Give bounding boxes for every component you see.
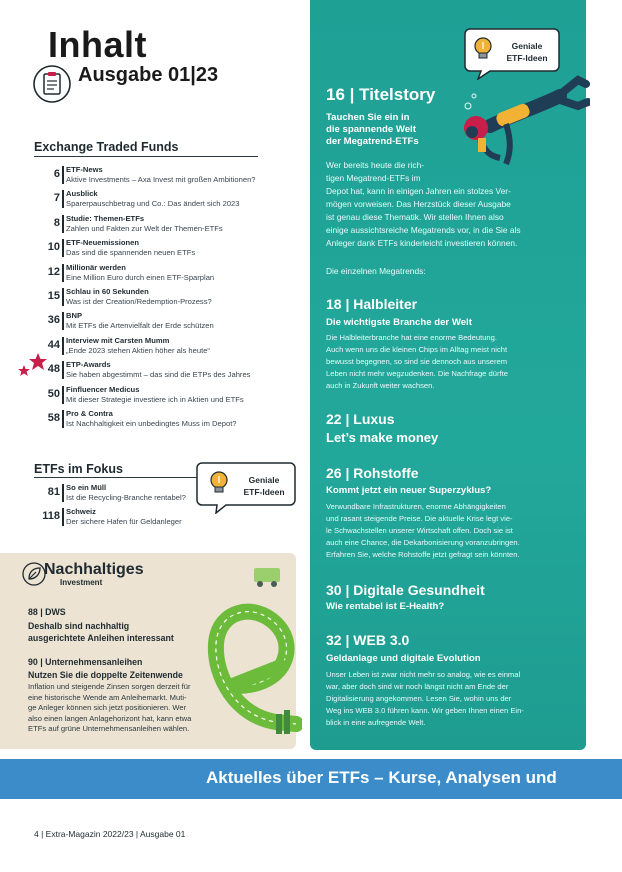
toc-title: Ausblick [66, 189, 98, 199]
toc-page-number: 12 [47, 265, 60, 278]
story-30-sub: Wie rentabel ist E-Health? [326, 601, 445, 612]
toc-subtitle: Mit dieser Strategie investiere ich in Aktien und ETFs [66, 394, 244, 404]
toc-item[interactable] [20, 384, 310, 406]
toc-page-number: 48 [47, 363, 60, 376]
toc-title: Interview mit Carsten Mumm [66, 335, 170, 345]
toc-page-number: 81 [47, 486, 60, 498]
toc-separator [62, 361, 64, 379]
story-16-sub1: Tauchen Sie ein in [326, 112, 410, 123]
toc-title: BNP [66, 311, 83, 321]
toc-subtitle: Der sichere Hafen für Geldanleger [66, 517, 182, 526]
story-26-heading[interactable]: 26 | Rohstoffe [326, 465, 419, 481]
story-32-heading[interactable]: 32 | WEB 3.0 [326, 632, 410, 648]
toc-item[interactable] [20, 286, 310, 308]
toc-item[interactable] [20, 213, 310, 235]
story-30-heading[interactable]: 30 | Digitale Gesundheit [326, 582, 485, 598]
toc-item[interactable] [20, 335, 310, 357]
story-18-heading[interactable]: 18 | Halbleiter [326, 296, 418, 312]
toc-title: Schweiz [66, 507, 96, 516]
story-16-heading[interactable]: 16 | Titelstory [326, 85, 436, 104]
toc-title: Studie: Themen-ETFs [66, 213, 145, 223]
toc-item[interactable] [20, 310, 310, 332]
toc-separator [62, 337, 64, 355]
toc-separator [62, 264, 64, 282]
toc-page-number: 15 [47, 290, 60, 302]
toc-subtitle: Sparerpauschbetrag und Co.: Das ändert sich 2023 [66, 199, 240, 209]
story-22-sub: Let’s make money [326, 430, 439, 445]
toc-separator [62, 312, 64, 330]
story-16-text: Wer bereits heute die rich- tigen Megatrend-ETFs im Depot hat, kann in einigen Jahren ein stolzes Ver- mögen vorweisen. Das Herzstück dieser Ausgabe ist genau diese Thematik. Wir stellen Ihnen also einige aussichtsreiche Megatrends vor, in die Sie als Anleger dank ETFs kinderleicht investieren können. [326, 160, 521, 248]
toc-item[interactable] [20, 408, 310, 430]
toc-subtitle: Was ist der Creation/Redemption-Prozess? [66, 297, 212, 306]
issue-label: Ausgabe 01|23 [78, 64, 219, 86]
story-32-sub: Geldanlage und digitale Evolution [326, 653, 481, 664]
bubble-line1: Geniale [248, 475, 280, 485]
bubble-line1: Geniale [511, 41, 543, 51]
toc-title: ETF-Neuemissionen [66, 238, 139, 248]
section-heading-etf: Exchange Traded Funds [34, 140, 179, 154]
green-road-illustration [206, 566, 302, 750]
lightbulb-icon [472, 36, 494, 67]
story-18-sub: Die wichtigste Branche der Welt [326, 317, 472, 328]
nach-b-text: Inflation und steigende Zinsen sorgen derzeit für eine historische Wende am Anleihemarkt. Muti- ge Anleger können sich jetzt positionieren. Wer also einen langen Anlagehorizont hat, kann etwa ETFs auf grüne Unternehmensanleihen wählen. [28, 682, 192, 734]
toc-subtitle: Mit ETFs die Artenvielfalt der Erde schützen [66, 321, 214, 331]
nach-a-num: 88 | DWS [28, 607, 66, 617]
toc-separator [62, 410, 64, 428]
toc-separator [62, 484, 64, 502]
toc-separator [62, 166, 64, 184]
toc-subtitle: „Ende 2023 stehen Aktien höher als heute“ [66, 345, 210, 355]
sustainable-subtitle: Investment [60, 578, 103, 587]
toc-item[interactable] [20, 262, 310, 284]
story-18-text: Die Halbleiterbranche hat eine enorme Bedeutung. Auch wenn uns die kleinen Chips im Alltag meist nicht bewusst begegnen, so sind sie dennoch aus unserem Leben nicht mehr wegzudenken. Die Nachfrage dürfte auch in Zukunft weiter wachsen. [326, 333, 508, 390]
toc-page-number: 10 [47, 241, 60, 254]
toc-page-number: 7 [53, 192, 60, 205]
bubble-line2: ETF-Ideen [506, 53, 548, 63]
toc-separator [62, 508, 64, 526]
toc-page-number: 8 [53, 216, 60, 229]
toc-page-number: 118 [42, 510, 60, 522]
toc-item[interactable] [20, 359, 310, 381]
divider [34, 156, 258, 157]
toc-separator [62, 386, 64, 404]
story-26-text: Verwundbare Infrastrukturen, enorme Abhängigkeiten und rasant steigende Preise. Die aktuelle Krise legt vie- le Schwachstellen unserer Wirtschaft offen. Doch sie ist auch eine Chance, die Dekarbonisierung voranzubringen. Erfahren Sie, welche Rohstoffe jetzt gefragt sein könnten. [326, 502, 520, 559]
toc-subtitle: Sie haben abgestimmt – das sind die ETPs des Jahres [66, 370, 251, 380]
story-16-sub3: der Megatrend-ETFs [326, 136, 419, 147]
leaf-icon [22, 562, 46, 591]
toc-page-number: 58 [47, 412, 60, 424]
nach-b-num: 90 | Unternehmensanleihen [28, 657, 143, 667]
section-heading-fokus: ETFs im Fokus [34, 462, 123, 476]
toc-list [20, 164, 310, 434]
toc-title: Millionär werden [66, 262, 126, 272]
toc-subtitle: Zahlen und Fakten zur Welt der Themen-ETFs [66, 223, 223, 233]
toc-title: Pro & Contra [66, 409, 113, 418]
toc-title: Schlau in 60 Sekunden [66, 287, 149, 296]
toc-subtitle: Eine Million Euro durch einen ETF-Sparplan [66, 272, 215, 282]
megatrends-label: Die einzelnen Megatrends: [326, 266, 426, 276]
toc-title: ETP-Awards [66, 360, 111, 370]
toc-page-number: 44 [47, 338, 60, 351]
toc-separator [62, 239, 64, 257]
page-footer: 4 | Extra-Magazin 2022/23 | Ausgabe 01 [34, 829, 186, 839]
etf-ideas-bubble [196, 462, 296, 514]
toc-title: So ein Müll [66, 483, 107, 492]
toc-page-number: 50 [47, 387, 60, 400]
toc-separator [62, 288, 64, 306]
toc-page-number: 36 [47, 314, 60, 327]
story-26-sub: Kommt jetzt ein neuer Superzyklus? [326, 485, 492, 496]
toc-separator [62, 215, 64, 233]
toc-subtitle: Das sind die spannenden neuen ETFs [66, 248, 196, 258]
sustainable-title: Nachhaltiges [44, 561, 144, 578]
story-32-text: Unser Leben ist zwar nicht mehr so analog, wie es einmal war, aber doch sind wir noch längst nicht am Ende der Digitalisierung angekommen. Lesen Sie, wohin uns der Weg ins WEB 3.0 führen kann. Wir geben Ihnen einen Ein- blick in eine aufregende Welt. [326, 670, 524, 727]
toc-item[interactable] [20, 188, 310, 210]
page-title: Inhalt [48, 24, 147, 65]
toc-separator [62, 190, 64, 208]
toc-page-number: 6 [53, 168, 60, 180]
toc-item[interactable] [20, 237, 310, 259]
toc-title: Finfluencer Medicus [66, 384, 140, 394]
award-stars-icon [18, 353, 48, 379]
bubble-line2: ETF-Ideen [243, 487, 285, 497]
lightbulb-icon [208, 470, 230, 501]
clipboard-icon [32, 64, 72, 104]
toc-subtitle: Aktive Investments – Axa Invest mit großen Ambitionen? [66, 175, 256, 184]
banner-text: Aktuelles über ETFs – Kurse, Analysen und [206, 768, 557, 787]
nach-b-l1: Nutzen Sie die doppelte Zeitenwende [28, 670, 183, 680]
nach-a-l2: ausgerichtete Anleihen interessant [28, 633, 174, 643]
toc-subtitle: Ist Nachhaltigkeit ein unbedingtes Muss im Depot? [66, 419, 237, 428]
toc-item[interactable] [20, 164, 310, 186]
story-16-sub2: die spannende Welt [326, 124, 416, 135]
toc-title: ETF-News [66, 165, 103, 174]
story-22-heading[interactable]: 22 | Luxus [326, 411, 395, 427]
nach-a-l1: Deshalb sind nachhaltig [28, 621, 130, 631]
toc-subtitle: Ist die Recycling-Branche rentabel? [66, 493, 186, 502]
